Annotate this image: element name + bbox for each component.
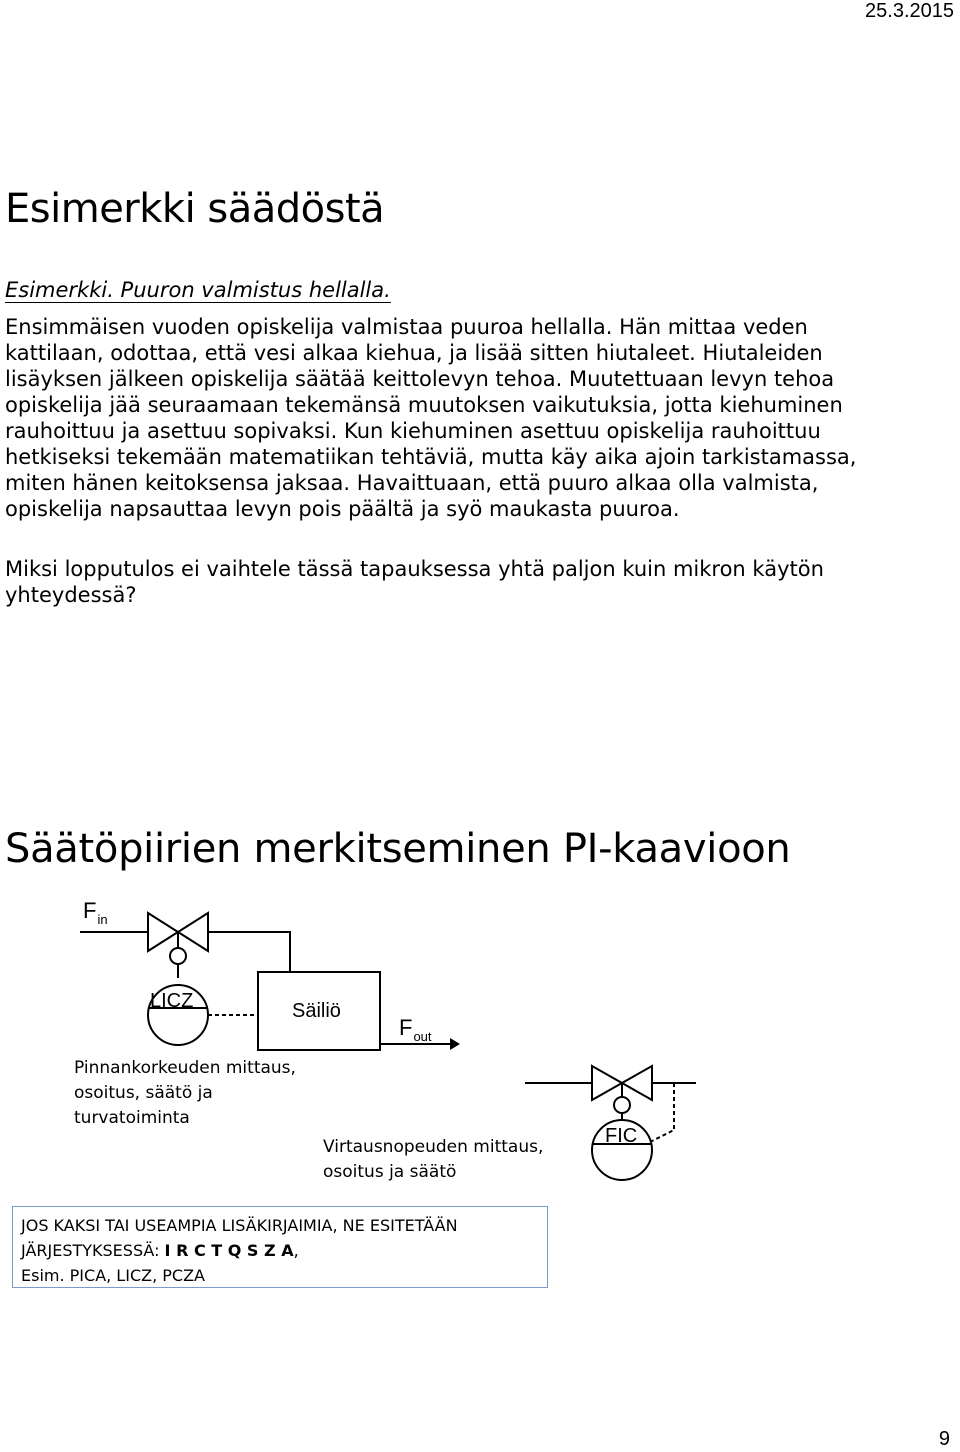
note-line-1: JOS KAKSI TAI USEAMPIA LISÄKIRJAIMIA, NE ESITETÄÄN [21,1216,458,1235]
outlet-arrow [450,1038,460,1050]
flow-valve [592,1066,622,1100]
licz-label: LICZ [150,990,194,1012]
inlet-valve-actuator [170,948,186,964]
fic-label: FIC [605,1125,638,1147]
page-number: 9 [938,1428,950,1450]
slide1-title: Esimerkki säädöstä [5,186,385,232]
header-date: 25.3.2015 [865,0,954,22]
example-question: Miksi lopputulos ei vaihtele tässä tapauksessa yhtä paljon kuin mikron käytön yhteydessä? [5,557,824,607]
note-line-2: JÄRJESTYKSESSÄ: I R C T Q S Z A, [21,1241,299,1260]
flow-valve-actuator [614,1097,630,1113]
example-paragraph: Ensimmäisen vuoden opiskelija valmistaa puuroa hellalla. Hän mittaa veden kattilaan, odottaa, että vesi alkaa kiehua, ja lisää sitten hiutaleet. Hiutaleiden lisäyksen jälkeen opiskelija säätää keittolevyn tehoa. Muutettuaan levyn tehoa opiskelija jää seuraamaan tekemänsä muutoksen vaikutuksia, jotta kiehuminen rauhoittuu ja asettuu sopivaksi. Kun kiehuminen asettuu opiskelija rauhoittuu hetkiseksi tekemään matematiikan tehtäviä, mutta käy aika ajoin tarkistamassa, miten hänen keitoksensa jaksaa. Havaittuaan, että puuro alkaa olla valmista, opiskelija napsauttaa levyn pois päältä ja syö maukasta puuroa. [5,315,857,521]
letter-order-note [12,1206,548,1288]
fout-label: $F_{out}$ [399,1015,432,1044]
example-label: Esimerkki. Puuron valmistus hellalla. [5,278,391,302]
tank-label: Säiliö [292,1000,341,1022]
inlet-valve [148,913,178,951]
slide2-title: Säätöpiirien merkitseminen PI-kaavioon [5,826,791,872]
level-control-caption: Pinnankorkeuden mittaus, osoitus, säätö ja turvatoiminta [74,1058,296,1128]
note-line-3: Esim. PICA, LICZ, PCZA [21,1266,205,1285]
flow-control-caption: Virtausnopeuden mittaus, osoitus ja säätö [323,1137,544,1182]
fin-label: $F_{in}$ [83,898,108,927]
